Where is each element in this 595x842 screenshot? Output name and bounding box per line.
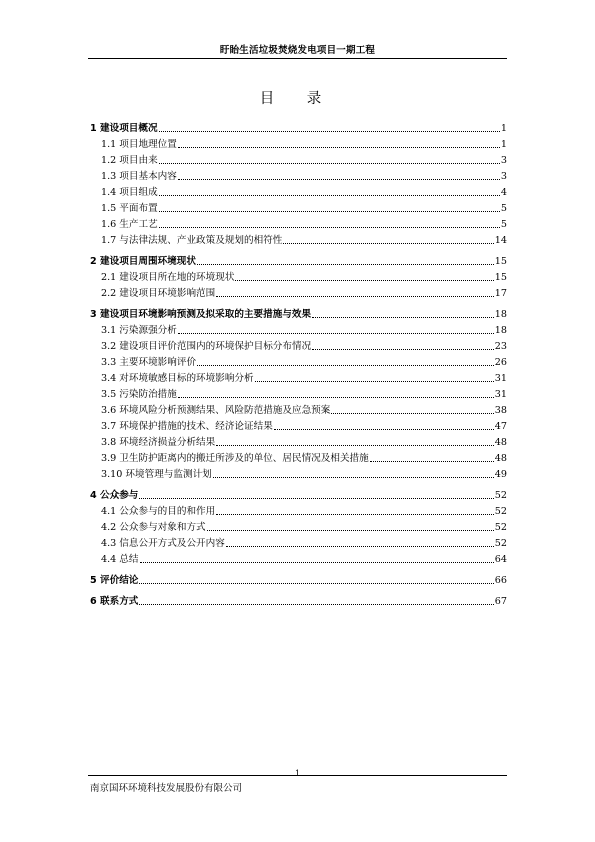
dot-leader [283, 243, 493, 244]
toc-page-number: 3 [500, 155, 507, 166]
toc-page-number: 18 [494, 325, 507, 336]
toc-page-number: 48 [494, 437, 507, 448]
toc-page-number: 48 [494, 453, 507, 464]
toc-entry-text: 3.2 建设项目评价范围内的环境保护目标分布情况 [101, 341, 312, 352]
toc-section-entry[interactable] [90, 214, 507, 230]
toc-section-entry[interactable] [90, 182, 507, 198]
toc-entry-text: 2 建设项目周围环境现状 [90, 256, 196, 267]
toc-section-entry[interactable] [90, 448, 507, 464]
toc-entry-text: 5 评价结论 [90, 575, 139, 586]
toc-entry-text: 3.5 污染防治措施 [101, 389, 177, 400]
dot-leader [216, 296, 494, 297]
dot-leader [139, 604, 493, 605]
toc-chapter-entry[interactable] [90, 485, 507, 501]
toc-page-number: 67 [494, 596, 507, 607]
toc-entry-text: 1.6 生产工艺 [101, 219, 158, 230]
toc-entry-text: 2.2 建设项目环境影响范围 [101, 288, 216, 299]
toc-section-entry[interactable] [90, 336, 507, 352]
dot-leader [207, 530, 494, 531]
toc-entry-text: 4.4 总结 [101, 554, 139, 565]
toc-page-number: 5 [500, 219, 507, 230]
footer-company: 南京国环环境科技发展股份有限公司 [90, 783, 243, 794]
toc-entry-text: 3.10 环境管理与监测计划 [101, 469, 212, 480]
toc-entry-text: 4.2 公众参与对象和方式 [101, 522, 206, 533]
table-of-contents [90, 118, 507, 607]
toc-entry-text: 1.1 项目地理位置 [101, 139, 177, 150]
toc-section-entry[interactable] [90, 198, 507, 214]
toc-entry-text: 3.6 环境风险分析预测结果、风险防范措施及应急预案 [101, 405, 331, 416]
page-number: 1 [294, 769, 301, 778]
toc-page-number: 52 [494, 538, 507, 549]
toc-section-entry[interactable] [90, 320, 507, 336]
toc-page-number: 26 [494, 357, 507, 368]
dot-leader [197, 365, 494, 366]
toc-page-number: 52 [494, 522, 507, 533]
dot-leader [370, 461, 494, 462]
footer-rule [88, 775, 507, 776]
dot-leader [216, 445, 494, 446]
toc-page-number: 1 [500, 139, 507, 150]
toc-entry-text: 4.3 信息公开方式及公开内容 [101, 538, 225, 549]
toc-entry-text: 3.9 卫生防护距离内的搬迁所涉及的单位、居民情况及相关措施 [101, 453, 369, 464]
dot-leader [235, 280, 493, 281]
toc-title: 目 录 [259, 91, 336, 107]
dot-leader [159, 227, 500, 228]
toc-page-number: 31 [494, 389, 507, 400]
toc-page-number: 49 [494, 469, 507, 480]
dot-leader [197, 264, 494, 265]
toc-page-number: 64 [494, 554, 507, 565]
toc-section-entry[interactable] [90, 416, 507, 432]
toc-section-entry[interactable] [90, 384, 507, 400]
toc-section-entry[interactable] [90, 368, 507, 384]
toc-entry-text: 3.3 主要环境影响评价 [101, 357, 197, 368]
toc-page-number: 52 [494, 490, 507, 501]
toc-page-number: 15 [494, 256, 507, 267]
dot-leader [159, 131, 500, 132]
dot-leader [331, 413, 493, 414]
toc-entry-text: 3.4 对环境敏感目标的环境影响分析 [101, 373, 254, 384]
toc-entry-text: 3.1 污染源强分析 [101, 325, 177, 336]
toc-entry-text: 3.8 环境经济损益分析结果 [101, 437, 216, 448]
toc-chapter-entry[interactable] [90, 118, 507, 134]
toc-section-entry[interactable] [90, 464, 507, 480]
toc-entry-text: 2.1 建设项目所在地的环境现状 [101, 272, 235, 283]
toc-entry-text: 1.7 与法律法规、产业政策及规划的相符性 [101, 235, 283, 246]
toc-section-entry[interactable] [90, 549, 507, 565]
dot-leader [312, 349, 494, 350]
dot-leader [139, 498, 493, 499]
dot-leader [178, 333, 494, 334]
dot-leader [178, 147, 500, 148]
toc-page-number: 1 [500, 123, 507, 134]
toc-page-number: 15 [494, 272, 507, 283]
dot-leader [312, 317, 494, 318]
page-header [88, 40, 507, 59]
toc-entry-text: 3.7 环境保护措施的技术、经济论证结果 [101, 421, 273, 432]
toc-page-number: 4 [500, 187, 507, 198]
toc-section-entry[interactable] [90, 432, 507, 448]
toc-page-number: 14 [494, 235, 507, 246]
toc-entry-text: 6 联系方式 [90, 596, 139, 607]
toc-chapter-entry[interactable] [90, 251, 507, 267]
toc-section-entry[interactable] [90, 400, 507, 416]
dot-leader [226, 546, 494, 547]
toc-page-number: 5 [500, 203, 507, 214]
toc-page-number: 31 [494, 373, 507, 384]
toc-entry-text: 1.2 项目由来 [101, 155, 158, 166]
dot-leader [216, 514, 494, 515]
dot-leader [178, 397, 494, 398]
toc-entry-text: 1.5 平面布置 [101, 203, 158, 214]
dot-leader [213, 477, 494, 478]
dot-leader [140, 562, 494, 563]
toc-entry-text: 4 公众参与 [90, 490, 139, 501]
toc-page-number: 38 [494, 405, 507, 416]
dot-leader [139, 583, 493, 584]
toc-page-number: 18 [494, 309, 507, 320]
toc-section-entry[interactable] [90, 150, 507, 166]
dot-leader [159, 211, 500, 212]
toc-entry-text: 1 建设项目概况 [90, 123, 158, 134]
toc-page-number: 66 [494, 575, 507, 586]
toc-section-entry[interactable] [90, 134, 507, 150]
toc-chapter-entry[interactable] [90, 591, 507, 607]
toc-page-number: 17 [494, 288, 507, 299]
toc-entry-text: 1.4 项目组成 [101, 187, 158, 198]
toc-page-number: 23 [494, 341, 507, 352]
toc-page-number: 52 [494, 506, 507, 517]
header-title: 盱眙生活垃圾焚烧发电项目一期工程 [219, 45, 376, 56]
toc-chapter-entry[interactable] [90, 304, 507, 320]
toc-entry-text: 3 建设项目环境影响预测及拟采取的主要措施与效果 [90, 309, 312, 320]
toc-section-entry[interactable] [90, 230, 507, 246]
dot-leader [255, 381, 494, 382]
toc-section-entry[interactable] [90, 352, 507, 368]
toc-entry-text: 1.3 项目基本内容 [101, 171, 177, 182]
toc-section-entry[interactable] [90, 517, 507, 533]
dot-leader [159, 163, 500, 164]
toc-section-entry[interactable] [90, 283, 507, 299]
toc-chapter-entry[interactable] [90, 570, 507, 586]
toc-section-entry[interactable] [90, 166, 507, 182]
dot-leader [274, 429, 494, 430]
toc-section-entry[interactable] [90, 267, 507, 283]
dot-leader [178, 179, 500, 180]
dot-leader [159, 195, 500, 196]
toc-page-number: 47 [494, 421, 507, 432]
toc-section-entry[interactable] [90, 501, 507, 517]
toc-page-number: 3 [500, 171, 507, 182]
toc-section-entry[interactable] [90, 533, 507, 549]
toc-entry-text: 4.1 公众参与的目的和作用 [101, 506, 216, 517]
